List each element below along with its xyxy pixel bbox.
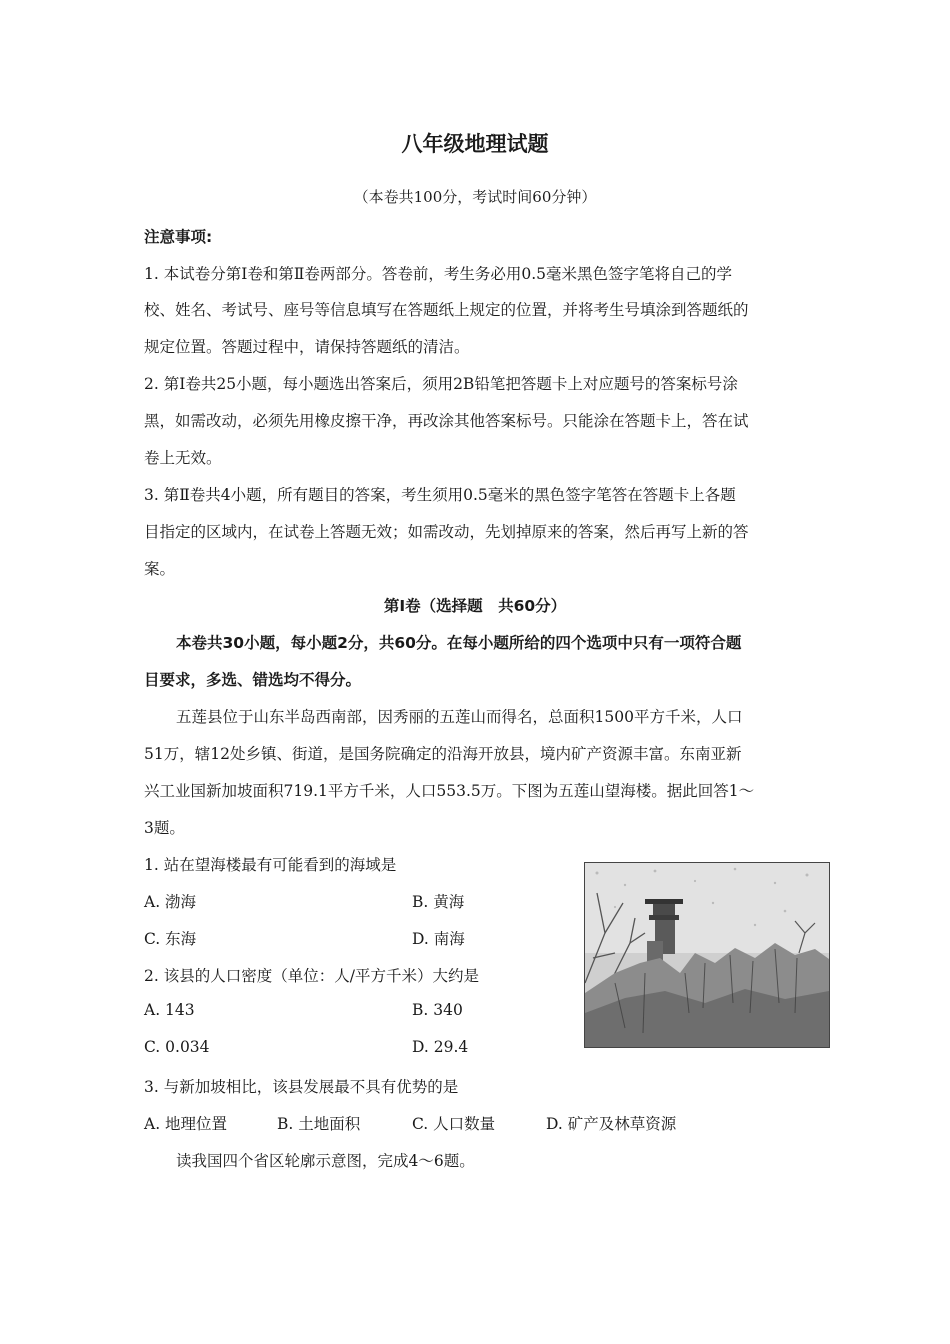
option-d: D. 29.4 xyxy=(412,1038,469,1056)
notice-line: 1. 本试卷分第Ⅰ卷和第Ⅱ卷两部分。答卷前，考生务必用0.5毫米黑色签字笔将自己的学 xyxy=(144,265,733,283)
question-stem: 2. 该县的人口密度（单位：人/平方千米）大约是 xyxy=(144,967,479,985)
option-c: C. 0.034 xyxy=(144,1038,210,1056)
option-b: B. 黄海 xyxy=(412,893,465,911)
option-d: D. 矿产及林草资源 xyxy=(546,1115,677,1133)
notice-heading: 注意事项: xyxy=(144,228,213,246)
notice-line: 卷上无效。 xyxy=(144,449,222,467)
passage-line: 51万，辖12处乡镇、街道，是国务院确定的沿海开放县，境内矿产资源丰富。东南亚新 xyxy=(144,745,742,763)
photo-drawing xyxy=(585,863,829,1047)
option-a: A. 渤海 xyxy=(144,893,197,911)
notice-line: 2. 第Ⅰ卷共25小题，每小题选出答案后，须用2B铅笔把答题卡上对应题号的答案标号涂 xyxy=(144,375,738,393)
notice-line: 案。 xyxy=(144,560,176,578)
option-b: B. 土地面积 xyxy=(277,1115,361,1133)
option-b: B. 340 xyxy=(412,1001,463,1019)
section1-instruction: 本卷共30小题，每小题2分，共60分。在每小题所给的四个选项中只有一项符合题 xyxy=(176,634,742,652)
option-a: A. 143 xyxy=(144,1001,195,1019)
notice-line: 规定位置。答题过程中，请保持答题纸的清洁。 xyxy=(144,338,470,356)
passage-line: 五莲县位于山东半岛西南部，因秀丽的五莲山而得名，总面积1500平方千米，人口 xyxy=(176,708,743,726)
exam-subtitle: （本卷共100分，考试时间60分钟） xyxy=(353,188,597,206)
question-stem: 3. 与新加坡相比，该县发展最不具有优势的是 xyxy=(144,1078,459,1096)
notice-line: 黑，如需改动，必须先用橡皮擦干净，再改涂其他答案标号。只能涂在答题卡上，答在试 xyxy=(144,412,749,430)
tower-on-rocks-photo xyxy=(584,862,830,1048)
passage-line: 3题。 xyxy=(144,819,185,837)
notice-line: 目指定的区域内，在试卷上答题无效；如需改动，先划掉原来的答案，然后再写上新的答 xyxy=(144,523,749,541)
notice-line: 3. 第Ⅱ卷共4小题，所有题目的答案，考生须用0.5毫米的黑色签字笔答在答题卡上各题 xyxy=(144,486,736,504)
option-c: C. 人口数量 xyxy=(412,1115,496,1133)
option-a: A. 地理位置 xyxy=(144,1115,228,1133)
section1-heading: 第Ⅰ卷（选择题 共60分） xyxy=(383,597,567,615)
next-passage: 读我国四个省区轮廓示意图，完成4～6题。 xyxy=(176,1152,475,1170)
question-stem: 1. 站在望海楼最有可能看到的海域是 xyxy=(144,856,397,874)
notice-line: 校、姓名、考试号、座号等信息填写在答题纸上规定的位置，并将考生号填涂到答题纸的 xyxy=(144,301,749,319)
option-c: C. 东海 xyxy=(144,930,197,948)
passage-line: 兴工业国新加坡面积719.1平方千米，人口553.5万。下图为五莲山望海楼。据此回答1～ xyxy=(144,782,755,800)
exam-title: 八年级地理试题 xyxy=(401,132,549,156)
section1-instruction: 目要求，多选、错选均不得分。 xyxy=(144,671,362,689)
option-d: D. 南海 xyxy=(412,930,465,948)
